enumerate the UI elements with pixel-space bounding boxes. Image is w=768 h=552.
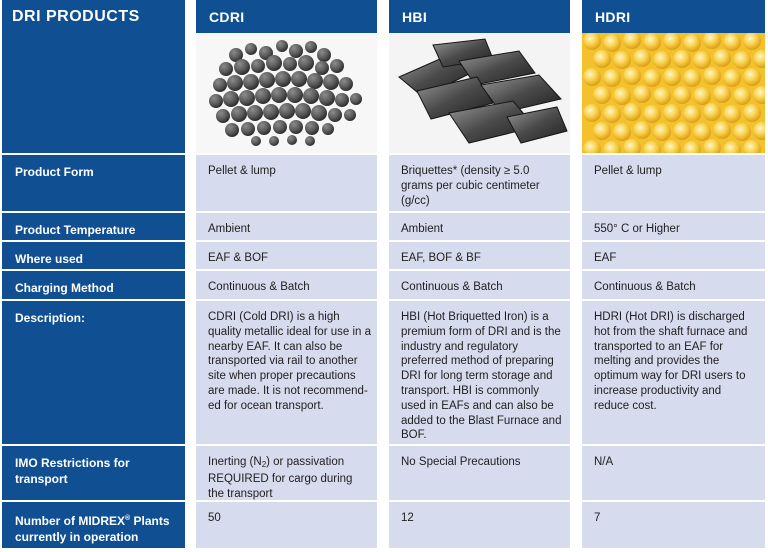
row-label-product-form: Product Form [2, 155, 185, 211]
hdri-charging-method: Continuous & Batch [582, 271, 765, 299]
hbi-description: HBI (Hot Briquetted Iron) is a premium form of DRI and is the industry and regulatory preferred method of preparing DRI for long term storage and transport. HBI is commonly used in EAFs and can also be added to the Blast Furnace and BOF. [389, 301, 570, 444]
row-label-midrex-plants [2, 502, 185, 548]
cdri-charging-method: Continuous & Batch [196, 271, 377, 299]
cdri-where-used: EAF & BOF [196, 242, 377, 269]
header-hbi: HBI [389, 0, 570, 33]
hbi-briquettes-photo [389, 33, 570, 153]
midrex-label-post: Plants currently in operation [15, 514, 170, 544]
hdri-product-temperature: 550° C or Higher [582, 213, 765, 240]
hdri-imo-restrictions: N/A [582, 446, 765, 500]
hbi-charging-method: Continuous & Batch [389, 271, 570, 299]
label-photo-spacer [2, 33, 185, 153]
hdri-product-form: Pellet & lump [582, 155, 765, 211]
cdri-pellets-photo [196, 33, 377, 153]
cdri-product-form: Pellet & lump [196, 155, 377, 211]
cdri-description: CDRI (Cold DRI) is a high quality metallic ideal for use in a nearby EAF. It can also be transported via rail to another site when proper precautions are made. It is not recommend-ed for ocean transport. [196, 301, 377, 444]
header-hdri: HDRI [582, 0, 765, 33]
hdri-description: HDRI (Hot DRI) is discharged hot from the shaft furnace and transported to an EAF for melting and provides the optimum way for DRI users to increase productivity and reduce cost. [582, 301, 765, 444]
cdri-imo-text-post: ) or passivation REQUIRED for cargo during the transport [208, 456, 353, 500]
hdri-where-used: EAF [582, 242, 765, 269]
cdri-product-temperature: Ambient [196, 213, 377, 240]
hbi-where-used: EAF, BOF & BF [389, 242, 570, 269]
midrex-label-pre: Number of MIDREX [15, 514, 126, 528]
row-label-description: Description: [2, 301, 185, 444]
row-label-charging-method: Charging Method [2, 271, 185, 299]
midrex-registered-mark: ® [125, 515, 131, 522]
hbi-product-form: Briquettes* (density ≥ 5.0 grams per cubic centimeter (g/cc) [389, 155, 570, 211]
header-cdri: CDRI [196, 0, 377, 33]
header-dri-products: DRI PRODUCTS [2, 0, 185, 33]
cdri-imo-subscript: 2 [261, 460, 267, 469]
cdri-plant-count: 50 [196, 502, 377, 548]
row-label-where-used: Where used [2, 242, 185, 269]
hbi-imo-restrictions: No Special Precautions [389, 446, 570, 500]
hdri-plant-count: 7 [582, 502, 765, 548]
row-label-product-temperature: Product Temperature [2, 213, 185, 240]
hdri-hot-pellets-photo [582, 33, 765, 153]
row-label-imo-restrictions: IMO Restrictions for transport [2, 446, 185, 500]
cdri-imo-text-pre: Inerting (N [208, 456, 262, 468]
cdri-imo-restrictions [196, 446, 377, 500]
hbi-product-temperature: Ambient [389, 213, 570, 240]
hbi-plant-count: 12 [389, 502, 570, 548]
